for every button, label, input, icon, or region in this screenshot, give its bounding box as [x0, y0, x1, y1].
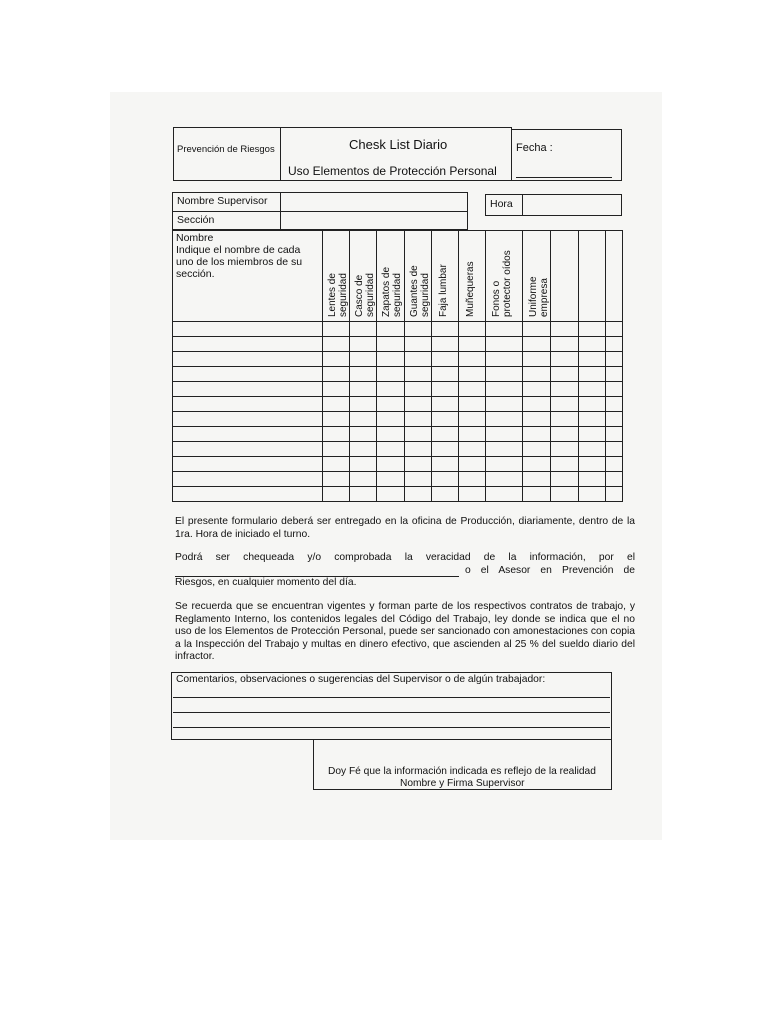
column-header-glasses: Lentes de seguridad	[327, 273, 349, 317]
supervisor-label: Nombre Supervisor	[177, 195, 268, 207]
column-header-lumbar-belt: Faja lumbar	[438, 264, 449, 317]
date-cell	[511, 129, 622, 181]
comments-label: Comentarios, observaciones o sugerencias del Supervisor o de algún trabajador:	[176, 674, 546, 685]
row-divider	[173, 321, 622, 322]
section-label: Sección	[177, 214, 215, 226]
comments-box	[171, 672, 612, 740]
row-divider	[173, 411, 622, 412]
supervisor-section-block	[172, 192, 468, 230]
delivery-paragraph: El presente formulario deberá ser entregado en la oficina de Producción, diariamente, dentro de la 1ra. Hora de iniciado el turno.	[175, 516, 635, 540]
column-header-wrist-guards: Muñequeras	[465, 261, 476, 317]
column-header-helmet: Casco de seguridad	[354, 273, 376, 317]
ppe-checklist-table	[172, 230, 623, 502]
row-divider	[173, 426, 622, 427]
column-header-shoes: Zapatos de seguridad	[381, 266, 403, 317]
verification-line-1: Podrá ser chequeada y/o comprobada la veracidad de la información, por el	[175, 552, 635, 563]
verification-paragraph	[175, 552, 635, 590]
name-instructions-line-2: uno de los miembros de su	[176, 256, 303, 268]
title-cell	[280, 127, 512, 181]
row-divider	[173, 471, 622, 472]
verification-line-2: o el Asesor en Prevención de	[175, 565, 635, 578]
comment-line-2[interactable]	[173, 712, 610, 713]
hour-field[interactable]	[523, 195, 621, 215]
hour-label: Hora	[490, 198, 513, 210]
name-instructions-line-3: sección.	[176, 268, 215, 280]
row-divider	[173, 486, 622, 487]
date-label: Fecha :	[516, 142, 553, 154]
row-divider	[173, 441, 622, 442]
row-divider	[173, 396, 622, 397]
verification-line-3: Riesgos, en cualquier momento del día.	[175, 577, 357, 589]
column-header-ear-protection: Fonos o protector oídos	[491, 250, 513, 317]
comment-line-1[interactable]	[173, 697, 610, 698]
hour-block	[485, 194, 622, 216]
row-divider	[173, 381, 622, 382]
row-divider	[173, 456, 622, 457]
form-title: Chesk List Diario	[349, 137, 448, 152]
signature-box[interactable]	[313, 739, 612, 790]
row-divider	[173, 336, 622, 337]
column-header-gloves: Guantes de seguridad	[409, 265, 431, 317]
legal-notice-paragraph: Se recuerda que se encuentran vigentes y forman parte de los respectivos contratos de trabajo, y Reglamento Interno, los contenidos legales del Código del Trabajo, ley donde se indica que el no uso de los Elementos de Protección Personal, puede ser sancionado con amonestaciones con copia a la Inspección del Trabajo y multas en dinero efectivo, que ascienden al 25 % del sueldo diario del infractor.	[175, 601, 635, 663]
section-field[interactable]	[281, 212, 467, 230]
signature-statement: Doy Fé que la información indicada es reflejo de la realidad	[328, 766, 596, 777]
department-cell	[173, 127, 281, 181]
column-header-uniform: Uniforme empresa	[528, 276, 550, 317]
verifier-blank[interactable]	[175, 565, 459, 577]
comment-line-3[interactable]	[173, 727, 610, 728]
form-subtitle: Uso Elementos de Protección Personal	[288, 164, 497, 178]
supervisor-field[interactable]	[281, 193, 467, 211]
row-divider	[173, 351, 622, 352]
name-instructions-line-1: Indique el nombre de cada	[176, 244, 301, 256]
name-label: Nombre	[176, 232, 214, 244]
date-field-line[interactable]	[516, 177, 612, 178]
signature-caption: Nombre y Firma Supervisor	[400, 778, 525, 789]
name-header	[176, 232, 302, 280]
department-label: Prevención de Riesgos	[177, 144, 275, 155]
row-divider	[173, 366, 622, 367]
